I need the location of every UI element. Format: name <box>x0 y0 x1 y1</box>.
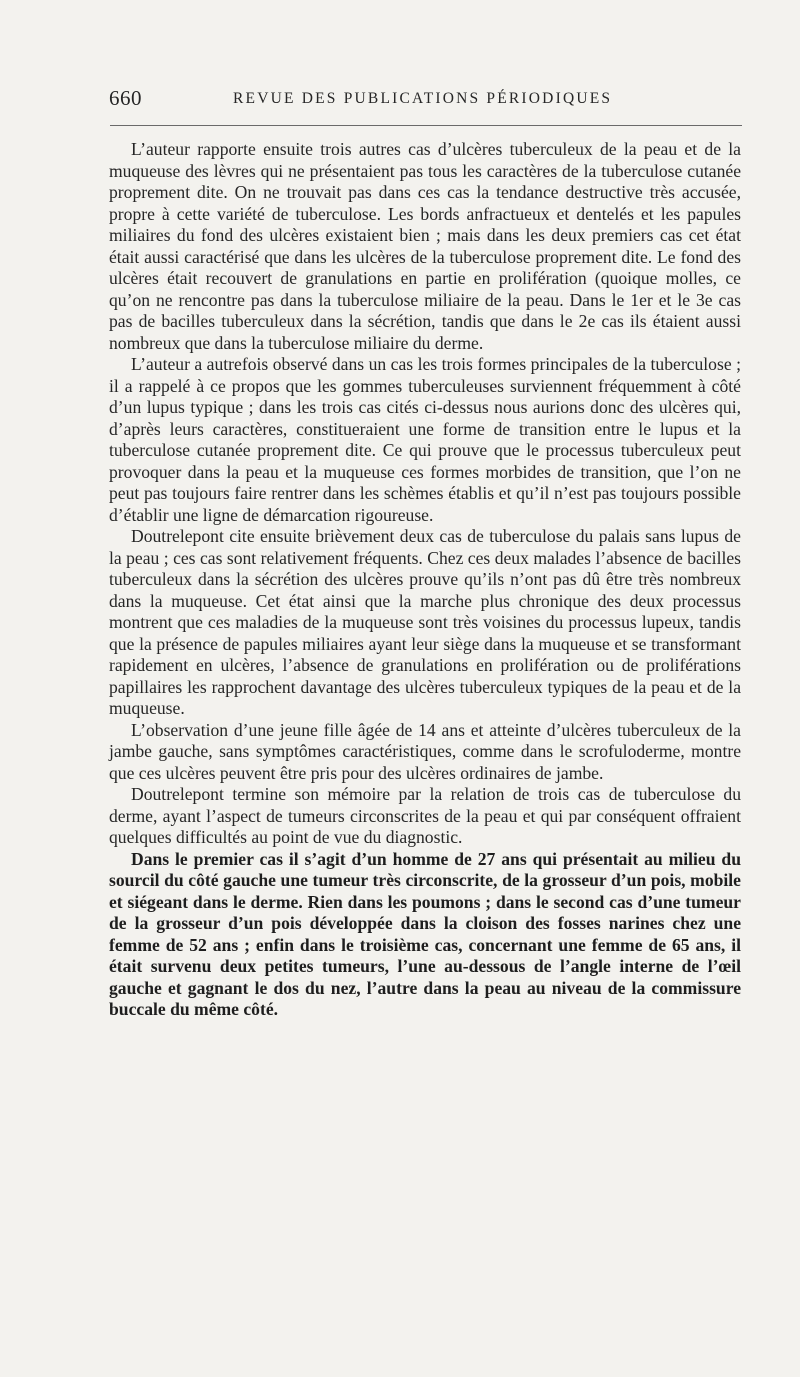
header-rule <box>110 125 742 126</box>
page-number: 660 <box>109 86 142 110</box>
paragraph: L’auteur rapporte ensuite trois autres cas d’ulcères tuberculeux de la peau et de la muqueuse des lèvres qui ne présentaient pas tous les caractères de la tuberculose cutanée proprement dite. On ne trouvait pas dans ces cas la tendance destructive très accusée, propre à cette variété de tuberculose. Les bords anfractueux et dentelés et les papules miliaires du fond des ulcères existaient bien ; mais dans les deux premiers cas cet état était aussi caractérisé que dans les ulcères de la tuberculose proprement dite. Le fond des ulcères était recouvert de granulations en partie en prolifération (quoique molles, ce qu’on ne rencontre pas dans la tuberculose miliaire de la peau. Dans le 1er et le 3e cas pas de bacilles tuberculeux dans la sécrétion, tandis que dans le 2e cas ils étaient aussi nombreux que dans la tuberculose miliaire du derme. <box>109 139 741 353</box>
running-title: REVUE DES PUBLICATIONS PÉRIODIQUES <box>233 90 613 107</box>
paragraph: Dans le premier cas il s’agit d’un homme de 27 ans qui présentait au milieu du sourcil du côté gauche une tumeur très circonscrite, de la grosseur d’un pois, mobile et siégeant dans le derme. Rien dans les poumons ; dans le second cas d’une tumeur de la grosseur d’un pois développée dans la cloison des fosses narines chez une femme de 52 ans ; enfin dans le troisième cas, concernant une femme de 65 ans, il était survenu deux petites tumeurs, l’une au-dessous de l’angle interne de l’œil gauche et gagnant le dos du nez, l’autre dans la peau au niveau de la commissure buccale du même côté. <box>109 848 741 1019</box>
page-header <box>109 86 742 112</box>
paragraph: L’auteur a autrefois observé dans un cas les trois formes principales de la tuberculose ; il a rappelé à ce propos que les gommes tuberculeuses surviennent fréquemment à côté d’un lupus typique ; dans les trois cas cités ci-dessus nous aurions donc des ulcères qui, d’après leurs caractères, constitueraient une forme de transition entre le lupus et la tuberculose cutanée proprement dite. Ce qui prouve que le processus tuberculeux peut provoquer dans la peau et la muqueuse ces formes morbides de transition, que l’on ne peut pas toujours faire rentrer dans les schèmes établis et qu’il n’est pas toujours possible d’établir une ligne de démarcation rigoureuse. <box>109 354 741 525</box>
article-body <box>109 139 741 1021</box>
paragraph: Doutrelepont cite ensuite brièvement deux cas de tuberculose du palais sans lupus de la peau ; ces cas sont relativement fréquents. Chez ces deux malades l’absence de bacilles tuberculeux dans la sécrétion des ulcères prouve qu’ils n’ont pas dû être très nombreux dans la muqueuse. Cet état ainsi que la marche plus chronique des deux processus montrent que ces maladies de la muqueuse sont très voisines du processus lupeux, tandis que la présence de papules miliaires ayant leur siège dans la muqueuse et se transformant rapidement en ulcères, l’absence de granulations en prolifération ou de proliférations papillaires les rapprochent davantage des ulcères tuberculeux typiques de la peau et de la muqueuse. <box>109 526 741 718</box>
paragraph: L’observation d’une jeune fille âgée de 14 ans et atteinte d’ulcères tuberculeux de la jambe gauche, sans symptômes caractéristiques, comme dans le scrofuloderme, montre que ces ulcères peuvent être pris pour des ulcères ordinaires de jambe. <box>109 719 741 783</box>
paragraph: Doutrelepont termine son mémoire par la relation de trois cas de tuberculose du derme, ayant l’aspect de tumeurs circonscrites de la peau et qui par conséquent offraient quelques difficultés au point de vue du diagnostic. <box>109 784 741 847</box>
